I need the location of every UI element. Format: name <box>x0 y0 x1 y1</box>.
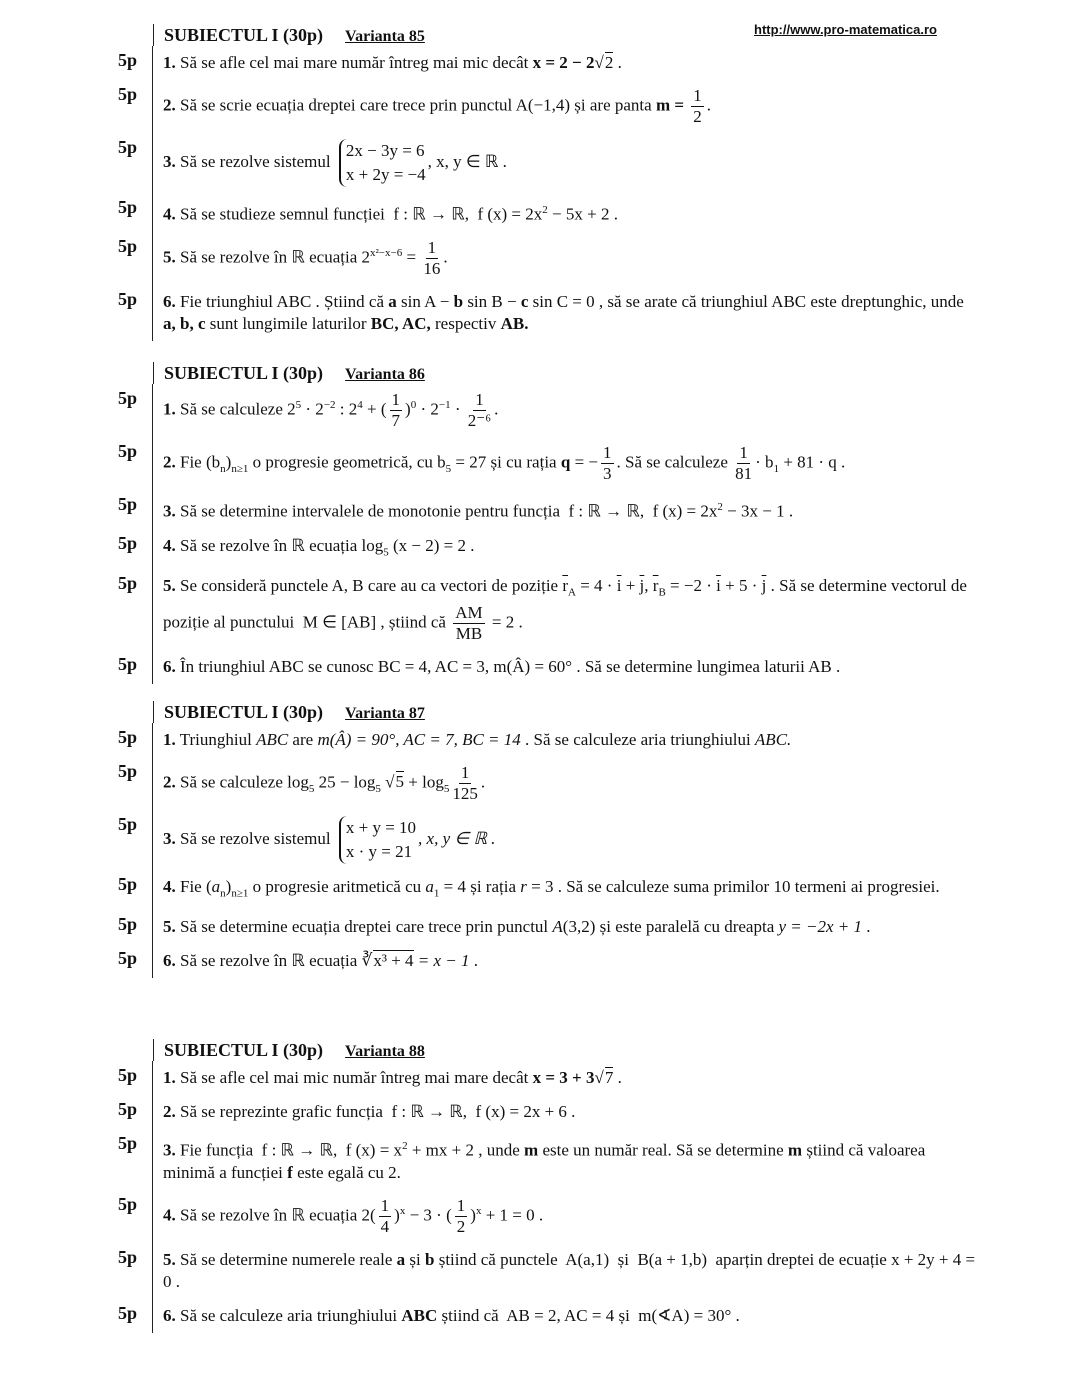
problem-text <box>152 944 980 978</box>
problem-2 <box>118 437 980 490</box>
text-segment: + 5 · <box>720 576 762 596</box>
text-segment: ) <box>225 452 232 472</box>
bold-segment: 2. <box>163 772 176 792</box>
bold-segment: 6. <box>163 657 176 677</box>
text-segment: = −2 · <box>665 576 717 596</box>
text-segment: Să se reprezinte grafic funcția f : ℝ → ℝ, f (x) = 2x + 6 . <box>175 1102 576 1121</box>
problem-text <box>152 1095 980 1129</box>
subscript: n≥1 <box>231 462 249 475</box>
problem-text <box>152 46 980 80</box>
subscript: 1 <box>773 462 780 475</box>
fraction <box>455 1196 468 1237</box>
subscript: n≥1 <box>231 887 249 900</box>
fraction <box>735 443 752 484</box>
variant-label: Varianta 87 <box>345 705 425 722</box>
vector-symbol: $\overline{j}$ <box>639 576 645 596</box>
section-varianta-87 <box>118 701 980 978</box>
text-segment: ) <box>470 1205 476 1225</box>
problem-1 <box>118 384 980 437</box>
text-segment: = − <box>570 452 598 472</box>
text-segment: . <box>706 95 712 115</box>
problem-text <box>152 437 980 490</box>
problem-4 <box>118 870 980 910</box>
text-segment: + <box>621 576 640 596</box>
subscript: 5 <box>443 782 450 795</box>
subscript: A <box>568 586 576 599</box>
section-title: SUBIECTUL I (30p) <box>164 25 324 45</box>
text-segment: sin B − <box>463 291 521 311</box>
bold-segment: 3. <box>163 151 176 171</box>
numerator: 1 <box>693 86 702 105</box>
problem-text <box>152 810 980 870</box>
text-segment: Să se scrie ecuația dreptei care trece prin punctul A(−1,4) și are panta <box>175 95 656 115</box>
problem-text <box>152 490 980 529</box>
text-segment: = 4 și rația <box>439 877 521 896</box>
numerator: 1 <box>391 390 401 409</box>
bold-segment: x = 3 + 3√ <box>532 1068 604 1087</box>
problem-text <box>152 232 980 285</box>
italic-segment: a <box>211 877 221 896</box>
italic-segment: ABC <box>256 730 289 749</box>
vector-symbol: $\overline{i}$ <box>716 576 721 596</box>
problem-text <box>152 1299 980 1333</box>
bold-segment: ABC <box>401 1305 438 1325</box>
radicand: 7 <box>604 1068 614 1087</box>
bold-segment: 6. <box>163 291 176 311</box>
points-label: 5p <box>118 654 138 675</box>
text-segment: Să se afle cel mai mare număr întreg mai mic decât <box>175 53 533 72</box>
superscript: 0 <box>410 398 417 411</box>
text-segment: ) <box>225 877 232 896</box>
text-segment: sin A − <box>396 291 454 311</box>
problem-4 <box>118 1190 980 1243</box>
text-segment: Să se calculeze aria triunghiului <box>175 1305 402 1325</box>
text-segment: . <box>480 772 486 792</box>
equation: x + 2y = −4 <box>345 165 426 184</box>
radicand: 2 <box>604 53 614 72</box>
points-label: 5p <box>118 1133 138 1153</box>
numerator: 1 <box>603 443 612 462</box>
bold-segment: 5. <box>163 247 176 267</box>
text-segment: = 3 . Să se calculeze suma primilor 10 termeni ai progresiei. <box>526 877 940 896</box>
text-segment: și <box>405 1249 425 1269</box>
points-label: 5p <box>118 50 138 70</box>
problem-3 <box>118 810 980 870</box>
section-header <box>153 362 980 384</box>
text-segment: = <box>402 247 421 267</box>
text-segment: știind că punctele A(a,1) și B(a + 1,b) aparțin dreptei de ecuație x + 2y + 4 = 0 . <box>163 1249 980 1291</box>
bold-segment: AB. <box>500 313 529 333</box>
fraction <box>452 763 478 804</box>
text-segment: Să se studieze semnul funcției f : ℝ → ℝ, f (x) = 2x <box>175 204 543 224</box>
equation: x + y = 10 <box>345 818 417 837</box>
text-segment: , x, y ∈ ℝ . <box>427 151 507 171</box>
bold-segment: 3. <box>163 1140 176 1160</box>
text-segment: Să se determine ecuația dreptei care trece prin punctul <box>175 917 553 937</box>
text-segment: (3,2) și este paralelă cu dreapta <box>562 917 779 937</box>
vector-symbol: $\overline{r}$ <box>562 576 569 596</box>
text-segment: Fie triunghiul ABC . Știind că <box>175 291 389 311</box>
points-label: 5p <box>118 388 138 408</box>
text-segment: este egală cu 2. <box>292 1162 401 1182</box>
problem-text <box>152 193 980 232</box>
superscript: 4 <box>357 398 363 411</box>
text-segment: ) <box>394 1205 400 1225</box>
superscript: x <box>475 1204 482 1217</box>
text-segment: sunt lungimile laturilor <box>205 313 371 333</box>
text-segment: Să se calculeze log <box>175 772 309 792</box>
text-segment: . <box>469 951 479 971</box>
points-label: 5p <box>118 441 138 461</box>
italic-segment: a <box>425 877 434 896</box>
text-segment: · <box>450 399 465 419</box>
problem-text <box>152 910 980 944</box>
text-segment: Fie ( <box>175 877 212 896</box>
equation: 2x − 3y = 6 <box>345 141 425 160</box>
problem-text <box>152 870 980 910</box>
radicand: x³ + 4 <box>373 951 414 971</box>
text-segment: · b <box>755 452 774 472</box>
denominator: 2 <box>693 107 702 126</box>
problem-6 <box>118 650 980 684</box>
text-segment: · 2 <box>416 399 439 419</box>
points-label: 5p <box>118 288 138 309</box>
text-segment: Să se calculeze 2 <box>175 399 296 419</box>
subscript: B <box>658 586 666 599</box>
problem-4 <box>118 529 980 569</box>
text-segment: + 1 = 0 . <box>481 1205 544 1225</box>
text-segment: Să se rezolve în ℝ ecuația 2 <box>175 247 370 267</box>
points-label: 5p <box>118 137 138 157</box>
denominator: 7 <box>391 411 401 430</box>
bold-segment: 5. <box>163 1249 176 1269</box>
subscript: 1 <box>433 887 440 900</box>
superscript: x <box>399 1204 406 1217</box>
equation-system <box>339 816 416 864</box>
denominator: 81 <box>735 464 753 483</box>
italic-segment: , x, y ∈ ℝ . <box>418 828 496 848</box>
bold-segment: BC, AC, <box>370 313 431 333</box>
problem-6 <box>118 285 980 341</box>
problem-text <box>152 569 980 650</box>
points-label: 5p <box>118 1193 138 1214</box>
text-segment: + 81 · q . <box>779 452 846 472</box>
header-url-link[interactable]: http://www.pro-matematica.ro <box>754 22 937 37</box>
text-segment: ) <box>405 399 411 419</box>
bold-segment: 3. <box>163 501 176 521</box>
bold-segment: m = <box>655 95 689 115</box>
points-label: 5p <box>118 1246 138 1267</box>
denominator: 3 <box>603 464 612 483</box>
bold-segment: 5. <box>163 576 176 596</box>
text-segment: · 2 <box>301 399 324 419</box>
bold-segment: 1. <box>163 399 176 419</box>
problem-6 <box>118 1299 980 1333</box>
text-segment: . <box>613 1068 622 1087</box>
variant-label: Varianta 86 <box>345 366 425 383</box>
bold-segment: 1. <box>163 1068 176 1087</box>
points-label: 5p <box>118 532 138 553</box>
bold-segment: 1. <box>163 53 176 72</box>
bold-segment: 2. <box>163 95 176 115</box>
problem-text <box>152 1190 980 1243</box>
text-segment: . <box>443 247 448 267</box>
bold-segment: 2. <box>163 1102 176 1121</box>
problem-3 <box>118 490 980 529</box>
text-segment: . Să se calculeze aria triunghiului <box>520 730 755 749</box>
text-segment: o progresie aritmetică cu <box>248 877 426 896</box>
italic-segment: y = −2x + 1 <box>778 917 863 937</box>
problem-text <box>152 1243 980 1299</box>
text-segment: √ <box>380 772 395 792</box>
bold-segment: f <box>287 1162 293 1182</box>
problem-5 <box>118 569 980 650</box>
points-label: 5p <box>118 573 138 594</box>
problem-3 <box>118 1129 980 1190</box>
subscript: 5 <box>375 782 381 795</box>
text-segment: . <box>613 53 622 72</box>
bold-segment: 1. <box>163 730 176 749</box>
text-segment: este un număr real. Să se determine <box>538 1140 788 1160</box>
points-label: 5p <box>118 761 138 781</box>
text-segment: . <box>494 399 499 419</box>
text-segment: sin C = 0 , să se arate că triunghiul ABC este dreptunghic, unde <box>528 291 969 311</box>
bold-segment: 3. <box>163 828 176 848</box>
bold-segment: b <box>453 291 464 311</box>
problem-5 <box>118 232 980 285</box>
variant-label: Varianta 88 <box>345 1043 425 1060</box>
bold-segment: 6. <box>163 951 176 971</box>
text-segment: − 3 · ( <box>405 1205 452 1225</box>
points-label: 5p <box>118 814 138 834</box>
text-segment: Triunghiul <box>175 730 257 749</box>
problem-4 <box>118 193 980 232</box>
bold-segment: m <box>524 1140 539 1160</box>
section-varianta-86 <box>118 362 980 684</box>
points-label: 5p <box>118 1065 138 1085</box>
denominator: 125 <box>452 784 478 803</box>
problem-text <box>152 723 980 757</box>
fraction <box>423 238 440 279</box>
problem-text <box>152 285 980 341</box>
text-segment: Se consideră punctele A, B care au ca vectori de poziție <box>175 576 563 596</box>
text-segment: , <box>644 576 653 596</box>
superscript: 2 <box>542 204 548 216</box>
denominator: 2⁻⁶ <box>467 411 492 430</box>
points-label: 5p <box>118 1302 138 1323</box>
section-varianta-85 <box>118 24 980 341</box>
bold-segment: 4. <box>163 1205 176 1225</box>
superscript: 5 <box>295 398 302 411</box>
points-label: 5p <box>118 914 138 935</box>
points-label: 5p <box>118 727 138 747</box>
text-segment: Să se rezolve în ℝ ecuația 2( <box>175 1205 376 1225</box>
italic-segment: ABC. <box>754 730 792 749</box>
text-segment: = 4 · <box>575 576 617 596</box>
problem-2 <box>118 757 980 810</box>
radicand: 5 <box>395 772 405 792</box>
text-segment: − 5x + 2 . <box>547 204 618 224</box>
text-segment: = 2 . <box>487 612 523 632</box>
text-segment: Să se determine numerele reale <box>175 1249 397 1269</box>
bold-segment: a <box>388 291 397 311</box>
problem-text <box>152 650 980 684</box>
bold-segment: 4. <box>163 877 176 896</box>
text-segment: (x − 2) = 2 . <box>388 535 475 555</box>
numerator: 1 <box>456 1195 466 1215</box>
superscript: 2 <box>402 1140 408 1152</box>
subscript: n <box>220 462 226 475</box>
fraction <box>691 86 704 127</box>
denominator: 16 <box>423 258 441 278</box>
problem-2 <box>118 80 980 133</box>
problem-text <box>152 1129 980 1190</box>
bold-segment: 2. <box>163 452 176 472</box>
subscript: 5 <box>383 546 389 559</box>
bold-segment: 4. <box>163 535 176 555</box>
problem-3 <box>118 133 980 193</box>
italic-segment: m(Â) = 90°, AC = 7, BC = 14 <box>317 730 521 749</box>
problem-text <box>152 757 980 810</box>
problem-1 <box>118 1061 980 1095</box>
bold-segment: b <box>425 1249 435 1269</box>
text-segment: are <box>288 730 318 749</box>
numerator: AM <box>455 603 483 623</box>
numerator: 1 <box>460 763 470 782</box>
points-label: 5p <box>118 235 138 256</box>
text-segment: : 2 <box>335 399 358 419</box>
bold-segment: q <box>560 452 571 472</box>
text-segment: Fie (b <box>175 452 221 472</box>
text-segment: În triunghiul ABC se cunosc BC = 4, AC = 3, m(Â) = 60° . Să se determine lungimea laturii AB . <box>175 657 841 677</box>
bold-segment: a <box>396 1249 406 1269</box>
bold-segment: 6. <box>163 1305 176 1325</box>
text-segment: + ( <box>362 399 387 419</box>
fraction <box>601 443 614 484</box>
section-title: SUBIECTUL I (30p) <box>164 702 324 722</box>
text-segment: = 27 și cu rația <box>451 452 561 472</box>
fraction <box>390 390 403 431</box>
section-header <box>153 701 980 723</box>
equation: x · y = 21 <box>345 842 413 861</box>
fraction <box>468 390 491 431</box>
problem-1 <box>118 723 980 757</box>
points-label: 5p <box>118 948 138 969</box>
fraction <box>379 1196 392 1237</box>
text-segment: respectiv <box>430 313 501 333</box>
italic-segment: A <box>552 917 563 937</box>
vector-symbol: $\overline{i}$ <box>616 576 622 596</box>
superscript: −2 <box>323 398 336 411</box>
text-segment: . Să se determine vectorul de poziție al punctului M ∈ [AB] , știind că <box>163 576 972 632</box>
variant-label: Varianta 85 <box>345 28 425 45</box>
text-segment: + log <box>404 772 444 792</box>
problem-2 <box>118 1095 980 1129</box>
bold-segment: a, b, c <box>163 313 206 333</box>
equation-system <box>339 139 426 187</box>
text-segment: știind că AB = 2, AC = 4 și m(∢A) = 30° . <box>437 1305 740 1325</box>
italic-segment: = x − 1 <box>413 951 470 971</box>
text-segment: . Să se calculeze <box>616 452 733 472</box>
problem-text <box>152 133 980 193</box>
points-label: 5p <box>118 1099 138 1119</box>
section-varianta-88 <box>118 1039 980 1333</box>
text-segment: Să se rezolve în ℝ ecuația log <box>175 535 384 555</box>
section-header <box>153 24 980 46</box>
denominator: 4 <box>380 1216 390 1236</box>
points-label: 5p <box>118 197 138 217</box>
text-segment: o progresie geometrică, cu b <box>248 452 446 472</box>
numerator: 1 <box>427 237 437 257</box>
bold-segment: 4. <box>163 204 176 224</box>
numerator: 1 <box>739 443 748 462</box>
problem-text <box>152 1061 980 1095</box>
text-segment: Fie funcția f : ℝ → ℝ, f (x) = x <box>175 1140 403 1160</box>
problem-text <box>152 384 980 437</box>
problem-text <box>152 80 980 133</box>
superscript: 2 <box>717 501 723 513</box>
problem-5 <box>118 1243 980 1299</box>
superscript: x²−x−6 <box>370 246 403 259</box>
denominator: 2 <box>456 1216 466 1236</box>
text-segment: Să se rezolve în ℝ ecuația ∛ <box>175 951 373 971</box>
subscript: 5 <box>308 782 315 795</box>
points-label: 5p <box>118 874 138 894</box>
section-title: SUBIECTUL I (30p) <box>164 1040 324 1060</box>
numerator: 1 <box>380 1195 390 1215</box>
text-segment: + mx + 2 , unde <box>407 1140 525 1160</box>
text-segment: . <box>862 917 871 937</box>
subscript: n <box>220 887 226 900</box>
text-segment: Să se rezolve sistemul <box>175 151 335 171</box>
section-title: SUBIECTUL I (30p) <box>164 363 324 383</box>
points-label: 5p <box>118 494 138 514</box>
denominator: MB <box>455 624 483 644</box>
bold-segment: m <box>787 1140 803 1160</box>
italic-segment: r <box>520 877 527 896</box>
text-segment: 25 − log <box>314 772 376 792</box>
problem-text <box>152 529 980 569</box>
vector-symbol: $\overline{j}$ <box>761 576 767 596</box>
text-segment: știind că valoarea minimă a funcției <box>163 1140 930 1182</box>
fraction <box>453 603 484 644</box>
text-segment: Să se determine intervalele de monotonie pentru funcția f : ℝ → ℝ, f (x) = 2x <box>175 501 718 521</box>
bold-segment: 5. <box>163 917 176 937</box>
subscript: 5 <box>445 462 452 475</box>
text-segment: Să se afle cel mai mic număr întreg mai mare decât <box>175 1068 533 1087</box>
bold-segment: x = 2 − 2√ <box>532 53 604 72</box>
problem-5 <box>118 910 980 944</box>
section-header <box>153 1039 980 1061</box>
numerator: 1 <box>475 390 484 409</box>
vector-symbol: $\overline{r}$ <box>652 576 659 596</box>
text-segment: − 3x − 1 . <box>722 501 794 521</box>
text-segment: Să se rezolve sistemul <box>175 828 335 848</box>
problem-6 <box>118 944 980 978</box>
bold-segment: c <box>520 291 529 311</box>
points-label: 5p <box>118 84 138 104</box>
superscript: −1 <box>438 398 451 411</box>
problem-1 <box>118 46 980 80</box>
